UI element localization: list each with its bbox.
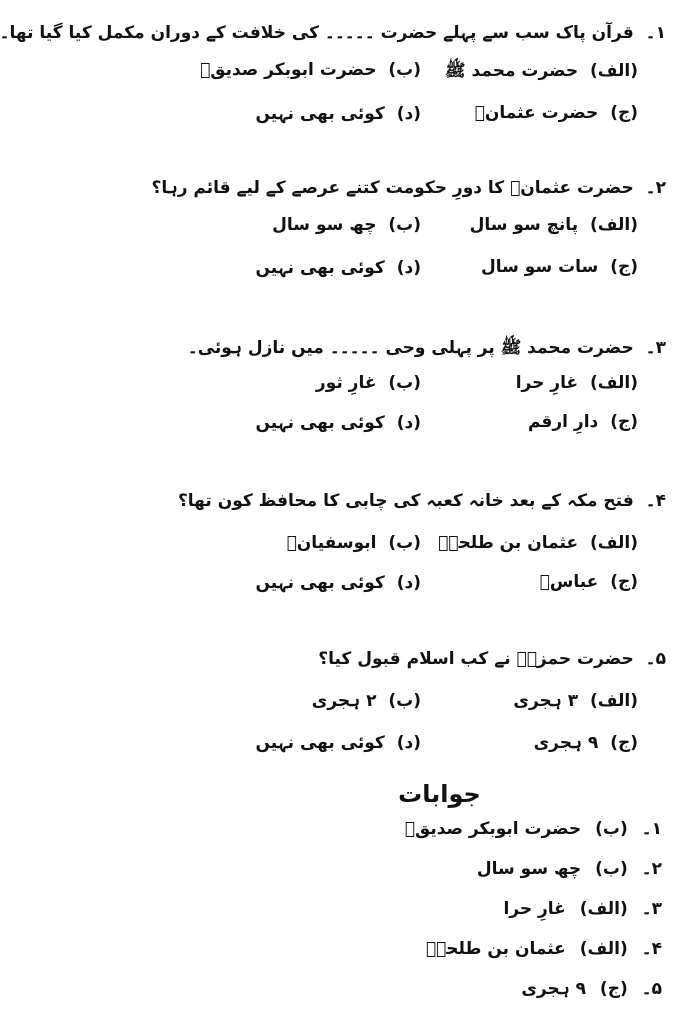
answer-label: (ب) — [595, 819, 628, 839]
option-text: عثمان بن طلحہؓ — [438, 533, 579, 553]
answer-1 — [405, 818, 662, 848]
option-label: (ب) — [388, 373, 421, 393]
question-5-text — [213, 648, 666, 678]
answer-number: ۳۔ — [641, 899, 662, 919]
answer-label: (الف) — [579, 899, 628, 919]
option-text: عباسؓ — [539, 572, 599, 592]
option-text: کوئی بھی نہیں — [255, 573, 385, 593]
answer-2 — [477, 858, 662, 888]
answer-text: غارِ حرا — [503, 899, 566, 919]
option-text: ۲ ہجری — [311, 691, 377, 711]
question-4-option-b — [287, 533, 421, 563]
option-label: (د) — [396, 573, 421, 593]
option-label: (ج) — [610, 412, 638, 432]
option-label: (الف) — [590, 373, 638, 393]
answer-4 — [426, 938, 662, 968]
question-1-option-d — [255, 103, 421, 133]
question-4-prompt: فتح مکہ کے بعد خانہ کعبہ کی چابی کا محافظ کون تھا؟ — [177, 491, 634, 511]
question-2-option-c — [481, 257, 638, 287]
question-5-option-b — [312, 690, 421, 720]
option-text: چھ سو سال — [272, 215, 377, 235]
answer-number: ۴۔ — [641, 939, 662, 959]
question-5-option-d — [255, 732, 421, 762]
option-text: کوئی بھی نہیں — [255, 733, 385, 753]
answer-label: (ج) — [599, 979, 628, 999]
option-label: (ب) — [388, 691, 421, 711]
question-1-option-b — [200, 60, 421, 90]
answer-3 — [503, 898, 662, 928]
question-1-option-a — [445, 60, 638, 90]
question-1-number: ۱۔ — [645, 23, 666, 43]
question-2-text — [151, 177, 666, 207]
answer-number: ۲۔ — [641, 859, 662, 879]
answer-text: چھ سو سال — [476, 859, 582, 879]
option-label: (ج) — [610, 733, 638, 753]
question-3-option-c — [528, 412, 638, 442]
option-label: (ج) — [610, 103, 638, 123]
answer-number: ۵۔ — [641, 979, 662, 999]
question-2-number: ۲۔ — [645, 178, 666, 198]
question-2-option-d — [255, 257, 421, 287]
option-text: ۹ ہجری — [533, 733, 599, 753]
option-label: (ب) — [388, 60, 421, 80]
question-3-prompt: حضرت محمد ﷺ پر پہلی وحی ۔۔۔۔۔ میں نازل ہوئی۔ — [187, 338, 634, 358]
option-text: پانچ سو سال — [469, 215, 579, 235]
question-3-number: ۳۔ — [645, 338, 666, 358]
question-5-option-c — [534, 732, 638, 762]
answers-heading: جوابات — [398, 780, 481, 808]
question-2-prompt: حضرت عثمانؓ کا دورِ حکومت کتنے عرصے کے لیے قائم رہا؟ — [151, 178, 634, 198]
option-label: (ب) — [388, 533, 421, 553]
option-label: (د) — [396, 733, 421, 753]
question-4-number: ۴۔ — [645, 491, 666, 511]
answer-label: (الف) — [579, 939, 628, 959]
answer-text: حضرت ابوبکر صدیقؓ — [404, 819, 582, 839]
option-label: (ب) — [388, 215, 421, 235]
question-3-option-b — [316, 373, 421, 403]
option-text: غارِ حرا — [515, 373, 579, 393]
option-text: غارِ ثور — [315, 373, 377, 393]
option-text: ۳ ہجری — [513, 691, 579, 711]
question-5-prompt: حضرت حمزہؓ نے کب اسلام قبول کیا؟ — [318, 649, 634, 669]
option-text: حضرت محمد ﷺ — [445, 61, 579, 81]
question-3-option-a — [516, 373, 638, 403]
question-1-text — [0, 22, 666, 52]
question-5-number: ۵۔ — [645, 649, 666, 669]
answer-text: ۹ ہجری — [521, 979, 586, 999]
question-1-prompt: قرآن پاک سب سے پہلے حضرت ۔۔۔۔۔ کی خلافت کے دوران مکمل کیا گیا تھا۔ — [0, 23, 634, 43]
question-2-option-b — [272, 215, 421, 245]
option-label: (د) — [396, 413, 421, 433]
answer-text: عثمان بن طلحہؓ — [425, 939, 566, 959]
option-label: (ج) — [610, 572, 638, 592]
option-text: ابوسفیانؓ — [286, 533, 377, 553]
question-3-text — [187, 337, 666, 367]
question-1-option-c — [475, 103, 638, 133]
option-text: کوئی بھی نہیں — [255, 104, 385, 124]
answer-label: (ب) — [595, 859, 628, 879]
option-text: کوئی بھی نہیں — [255, 413, 385, 433]
question-4-option-d — [255, 572, 421, 602]
question-4-option-c — [540, 572, 638, 602]
option-text: سات سو سال — [481, 257, 599, 277]
answer-number: ۱۔ — [641, 819, 662, 839]
option-text: حضرت ابوبکر صدیقؓ — [200, 60, 377, 80]
answer-5 — [521, 978, 662, 1008]
question-2-option-a — [470, 215, 638, 245]
question-4-option-a — [438, 533, 638, 563]
option-label: (الف) — [590, 61, 638, 81]
option-label: (الف) — [590, 691, 638, 711]
option-text: دارِ ارقم — [527, 412, 599, 432]
question-3-option-d — [255, 412, 421, 442]
option-label: (د) — [396, 258, 421, 278]
option-text: کوئی بھی نہیں — [255, 258, 385, 278]
option-label: (ج) — [610, 257, 638, 277]
option-text: حضرت عثمانؓ — [474, 103, 599, 123]
question-5-option-a — [513, 690, 638, 720]
question-4-text — [177, 490, 666, 520]
option-label: (الف) — [590, 533, 638, 553]
option-label: (د) — [396, 104, 421, 124]
option-label: (الف) — [590, 215, 638, 235]
